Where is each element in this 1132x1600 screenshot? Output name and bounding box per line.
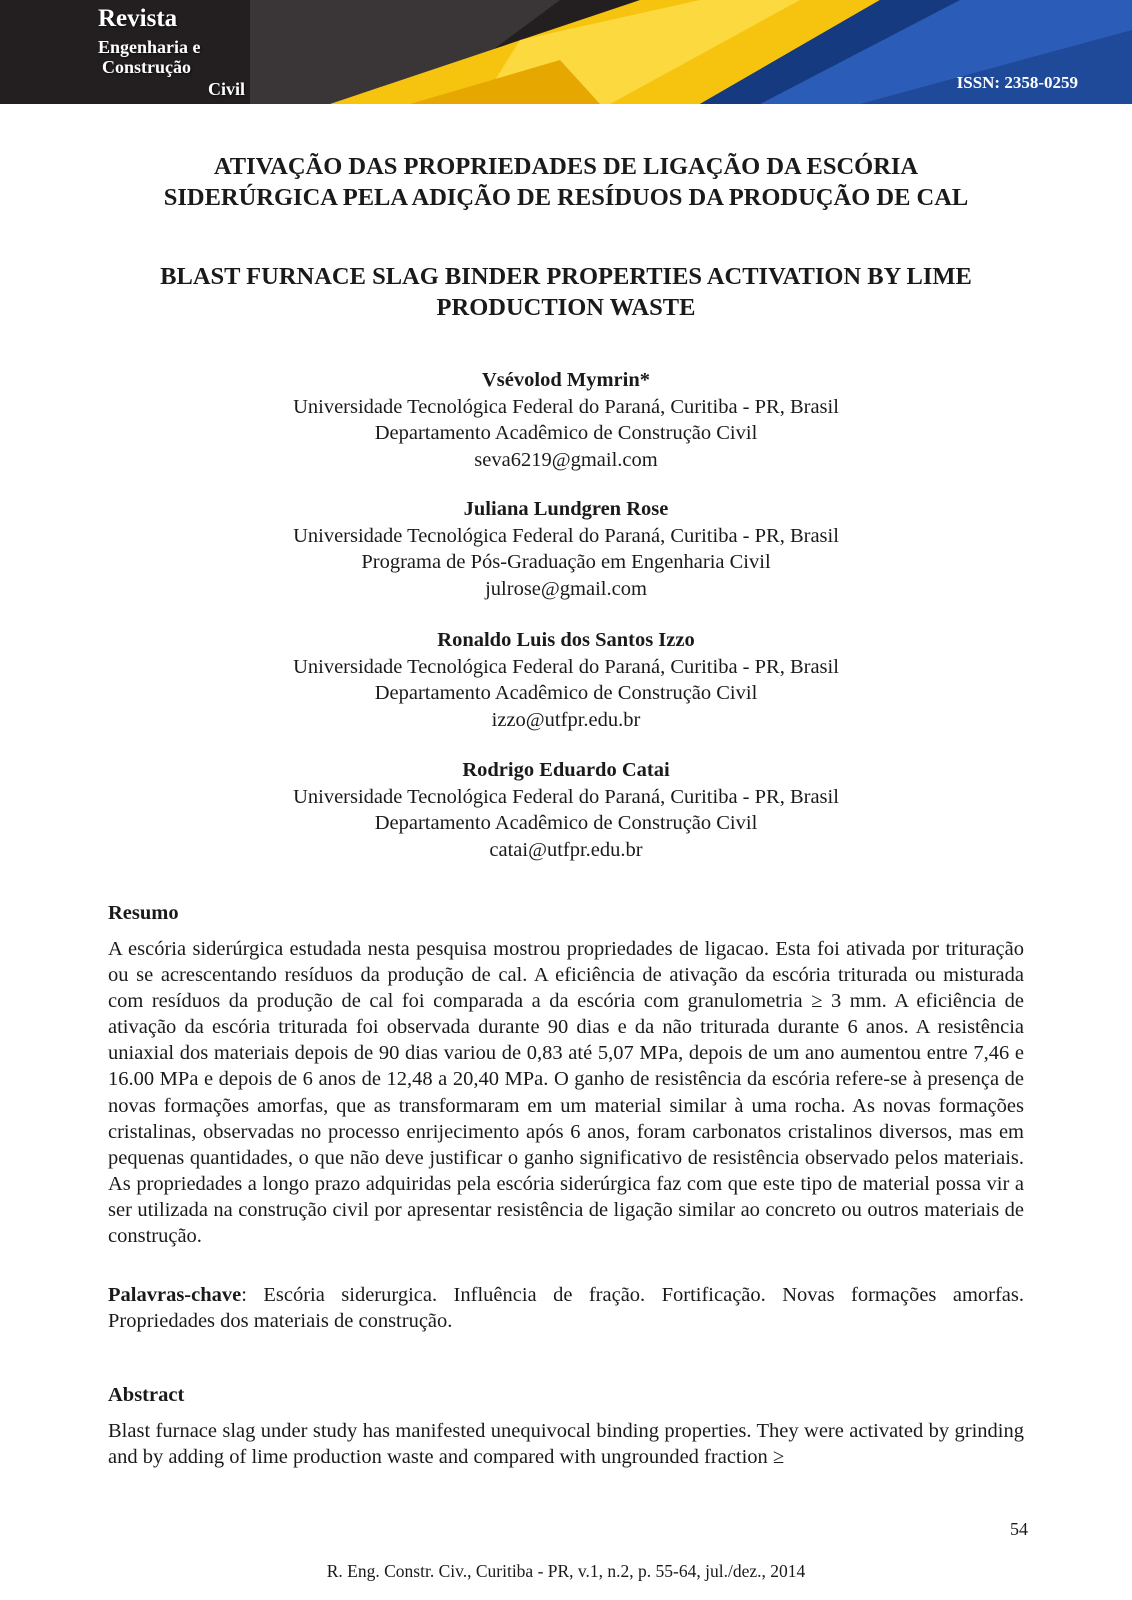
title-en-line2: PRODUCTION WASTE: [436, 294, 696, 321]
author-name: Vsévolod Mymrin*: [482, 369, 650, 391]
keywords-paragraph: [108, 1282, 1024, 1334]
resumo-heading: Resumo: [108, 902, 179, 924]
author-block: [0, 627, 1132, 733]
journal-line1: Revista: [98, 5, 178, 32]
title-pt-line2: SIDERÚRGICA PELA ADIÇÃO DE RESÍDUOS DA PRODUÇÃO DE CAL: [163, 184, 969, 211]
author-block: [0, 757, 1132, 863]
author-department: Departamento Acadêmico de Construção Civil: [374, 812, 758, 834]
author-block: [0, 496, 1132, 602]
author-email: izzo@utfpr.edu.br: [491, 708, 641, 731]
author-name: Rodrigo Eduardo Catai: [462, 759, 670, 781]
author-name: Juliana Lundgren Rose: [463, 498, 669, 520]
issn-label: ISSN: 2358-0259: [956, 73, 1078, 92]
page-number: 54: [1010, 1519, 1028, 1539]
author-block: [0, 367, 1132, 473]
journal-line2: Engenharia e: [98, 37, 201, 57]
title-portuguese: [0, 151, 1132, 213]
author-name: Ronaldo Luis dos Santos Izzo: [437, 629, 695, 651]
keywords-text: : Escória siderurgica. Influência de fração. Fortificação. Novas formações amorfas. Propriedades dos materiais de construção.: [108, 1284, 1024, 1333]
journal-line4: Civil: [208, 79, 246, 99]
journal-banner: [0, 0, 1132, 104]
citation-footer: R. Eng. Constr. Civ., Curitiba - PR, v.1, n.2, p. 55-64, jul./dez., 2014: [326, 1561, 806, 1581]
journal-line3: Construção: [102, 57, 191, 77]
author-department: Departamento Acadêmico de Construção Civil: [374, 422, 758, 444]
abstract-paragraph: Blast furnace slag under study has manifested unequivocal binding properties. They were activated by grinding and by adding of lime production waste and compared with ungrounded fraction ≥: [108, 1420, 1024, 1469]
author-institution: Universidade Tecnológica Federal do Paraná, Curitiba - PR, Brasil: [293, 395, 839, 418]
abstract-heading: Abstract: [108, 1384, 185, 1406]
author-email: catai@utfpr.edu.br: [489, 838, 643, 861]
author-email: julrose@gmail.com: [485, 577, 647, 600]
author-institution: Universidade Tecnológica Federal do Paraná, Curitiba - PR, Brasil: [293, 785, 839, 808]
title-english: [0, 261, 1132, 323]
keywords-label: Palavras-chave: [108, 1284, 242, 1306]
author-department: Programa de Pós-Graduação em Engenharia Civil: [361, 551, 771, 573]
author-department: Departamento Acadêmico de Construção Civil: [374, 682, 758, 704]
author-email: seva6219@gmail.com: [474, 448, 658, 471]
resumo-paragraph: A escória siderúrgica estudada nesta pesquisa mostrou propriedades de ligacao. Esta foi ativada por trituração ou se acrescentando resíduos da produção de cal. A eficiência de ativação da escória triturada ou misturada com resíduos da produção de cal foi comparada a da escória com granulometria ≥ 3 mm. A eficiência de ativação da escória triturada foi observada durante 90 dias e da não triturada durante 6 anos. A resistência uniaxial dos materiais depois de 90 dias variou de 0,83 até 5,07 MPa, depois de um ano aumentou entre 7,46 e 16.00 MPa e depois de 6 anos de 12,48 a 20,40 MPa. O ganho de resistência da escória refere-se à presença de novas formações amorfas, que as transformaram em um material similar à uma rocha. As novas formações cristalinas, observadas no processo enrijecimento após 6 anos, foram carbonatos cristalinos diversos, mas em pequenas quantidades, o que não deve justificar o ganho significativo de resistência observado pelos materiais. As propriedades a longo prazo adquiridas pela escória siderúrgica faz com que este tipo de material possa vir a ser utilizada na construção civil por apresentar resistência de ligação similar ao concreto ou outros materiais de construção.: [108, 938, 1024, 1248]
author-institution: Universidade Tecnológica Federal do Paraná, Curitiba - PR, Brasil: [293, 524, 839, 547]
title-en-line1: BLAST FURNACE SLAG BINDER PROPERTIES ACTIVATION BY LIME: [160, 263, 972, 290]
title-pt-line1: ATIVAÇÃO DAS PROPRIEDADES DE LIGAÇÃO DA ESCÓRIA: [213, 153, 919, 180]
author-institution: Universidade Tecnológica Federal do Paraná, Curitiba - PR, Brasil: [293, 655, 839, 678]
